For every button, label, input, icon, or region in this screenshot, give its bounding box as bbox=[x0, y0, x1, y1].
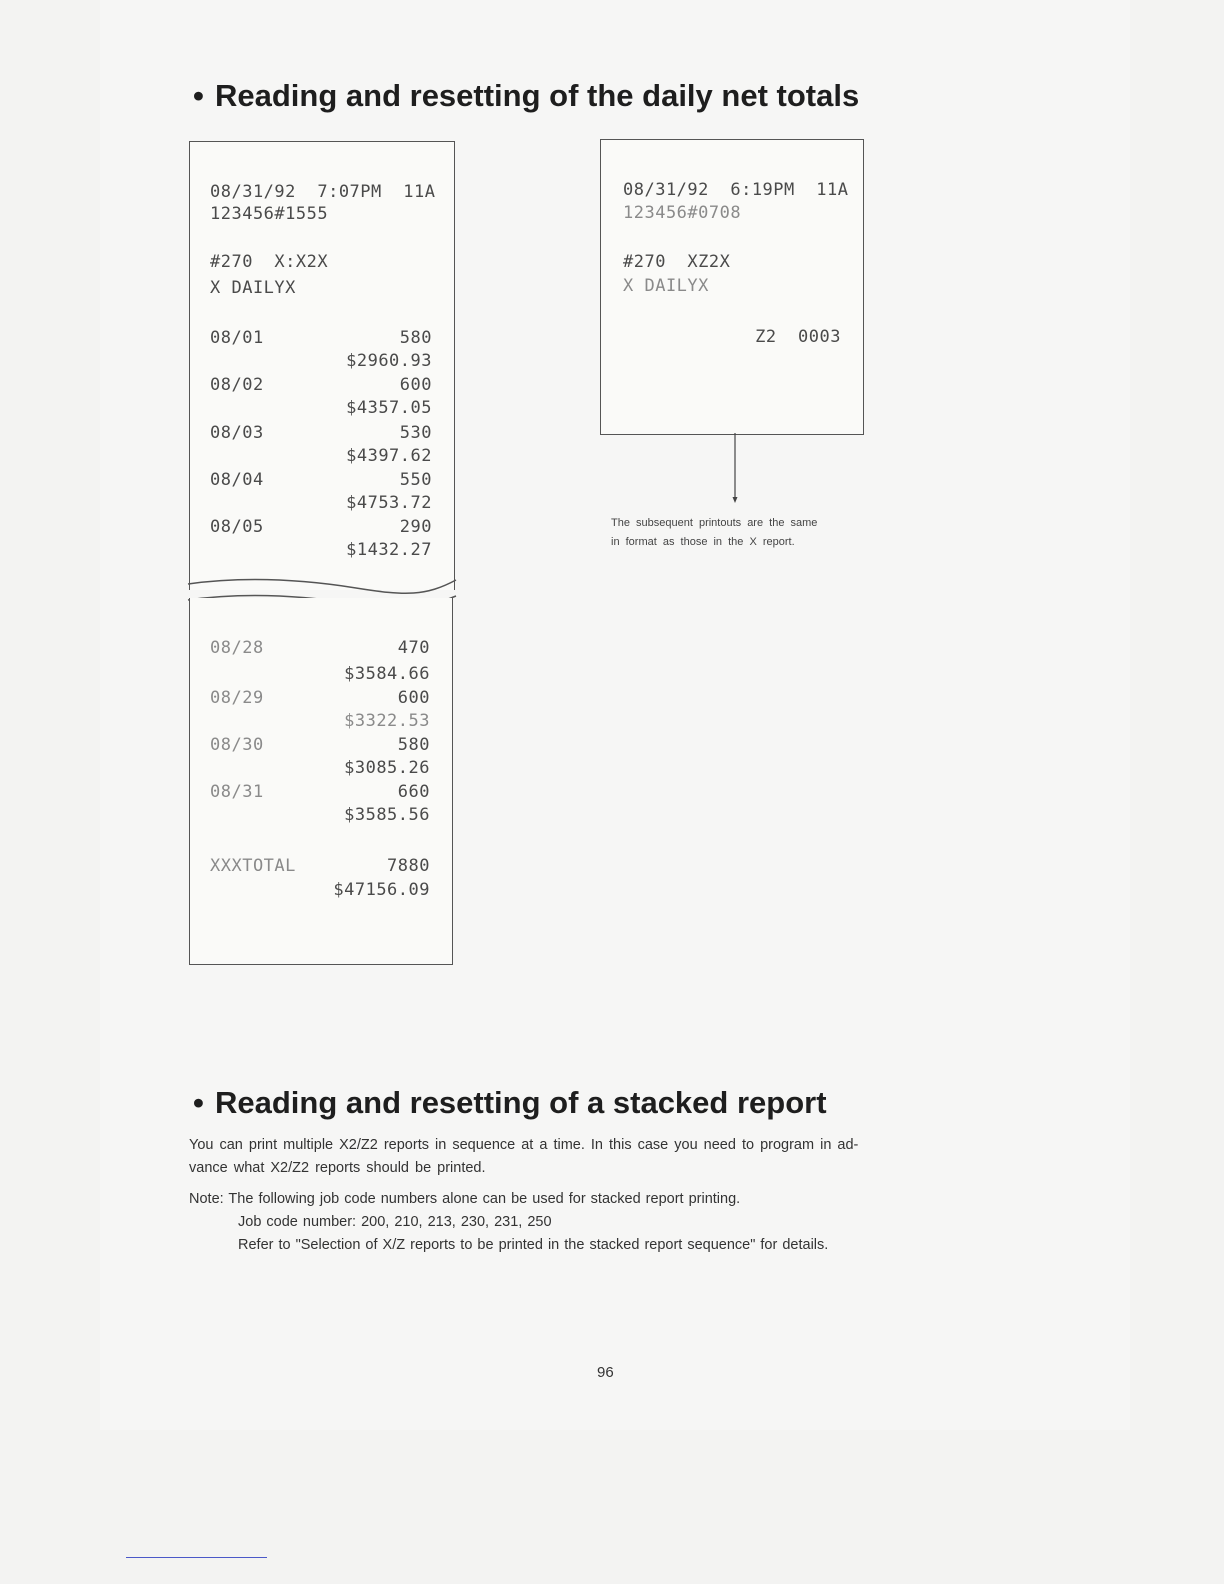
section-heading-daily bbox=[193, 78, 859, 114]
receipt-daily-label: X DAILYX bbox=[623, 276, 709, 296]
intro-paragraph bbox=[189, 1134, 1039, 1180]
total-count: 7880 bbox=[387, 856, 430, 876]
receipt-code-line: #270 X:X2X bbox=[210, 252, 329, 272]
entry-count: 550 bbox=[399, 470, 432, 490]
total-amount: $47156.09 bbox=[333, 880, 430, 900]
paragraph-line: vance what X2/Z2 reports should be printed. bbox=[189, 1160, 486, 1176]
entry-count: 290 bbox=[399, 517, 432, 537]
x-report-receipt-top bbox=[189, 141, 455, 590]
receipt-code-line: #270 XZ2X bbox=[623, 252, 731, 272]
entry-amount: $3584.66 bbox=[344, 664, 430, 684]
entry-date: 08/04 bbox=[210, 470, 264, 490]
entry-date: 08/30 bbox=[210, 735, 264, 755]
footer-rule bbox=[126, 1557, 267, 1558]
footnote-line1: The subsequent printouts are the same bbox=[611, 517, 818, 529]
entry-date: 08/29 bbox=[210, 688, 264, 708]
entry-count: 600 bbox=[397, 688, 430, 708]
reference-text: Refer to "Selection of X/Z reports to be printed in the stacked report sequence" for details. bbox=[238, 1237, 829, 1253]
page-number: 96 bbox=[597, 1364, 614, 1381]
x-report-receipt-bottom bbox=[189, 598, 453, 965]
footnote-line2: in format as those in the X report. bbox=[611, 536, 795, 548]
total-label: XXXTOTAL bbox=[210, 856, 296, 876]
entry-date: 08/01 bbox=[210, 328, 264, 348]
section-heading-stacked bbox=[193, 1085, 827, 1121]
job-code-text: Job code number: 200, 210, 213, 230, 231, 250 bbox=[238, 1214, 552, 1230]
entry-amount: $3585.56 bbox=[344, 805, 430, 825]
note-text: Note: The following job code numbers alone can be used for stacked report printing. bbox=[189, 1191, 741, 1207]
receipt-header-line1: 08/31/92 7:07PM 11A bbox=[210, 182, 436, 202]
receipt-header-line2: 123456#1555 bbox=[210, 204, 329, 224]
entry-count: 600 bbox=[399, 375, 432, 395]
entry-count: 470 bbox=[397, 638, 430, 658]
entry-date: 08/03 bbox=[210, 423, 264, 443]
entry-date: 08/31 bbox=[210, 782, 264, 802]
entry-amount: $1432.27 bbox=[346, 540, 432, 560]
entry-amount: $3322.53 bbox=[344, 711, 430, 731]
heading-text: Reading and resetting of the daily net totals bbox=[215, 78, 860, 113]
entry-amount: $2960.93 bbox=[346, 351, 432, 371]
heading-text: Reading and resetting of a stacked report bbox=[215, 1085, 827, 1120]
entry-count: 530 bbox=[399, 423, 432, 443]
receipt-header-line1: 08/31/92 6:19PM 11A bbox=[623, 180, 849, 200]
receipt-daily-label: X DAILYX bbox=[210, 278, 296, 298]
z-counter-line: Z2 0003 bbox=[755, 327, 841, 347]
entry-amount: $4753.72 bbox=[346, 493, 432, 513]
receipt-header-line2: 123456#0708 bbox=[623, 203, 742, 223]
z-report-receipt bbox=[600, 139, 864, 435]
entry-date: 08/28 bbox=[210, 638, 264, 658]
entry-amount: $4397.62 bbox=[346, 446, 432, 466]
entry-amount: $4357.05 bbox=[346, 398, 432, 418]
entry-date: 08/02 bbox=[210, 375, 264, 395]
entry-date: 08/05 bbox=[210, 517, 264, 537]
entry-count: 580 bbox=[397, 735, 430, 755]
bullet: • bbox=[193, 78, 204, 113]
entry-amount: $3085.26 bbox=[344, 758, 430, 778]
arrow-down-icon bbox=[720, 433, 750, 513]
receipt-footnote bbox=[611, 514, 901, 552]
bullet: • bbox=[193, 1085, 204, 1120]
paragraph-line: You can print multiple X2/Z2 reports in sequence at a time. In this case you need to program in ad- bbox=[189, 1137, 859, 1153]
entry-count: 580 bbox=[399, 328, 432, 348]
entry-count: 660 bbox=[397, 782, 430, 802]
